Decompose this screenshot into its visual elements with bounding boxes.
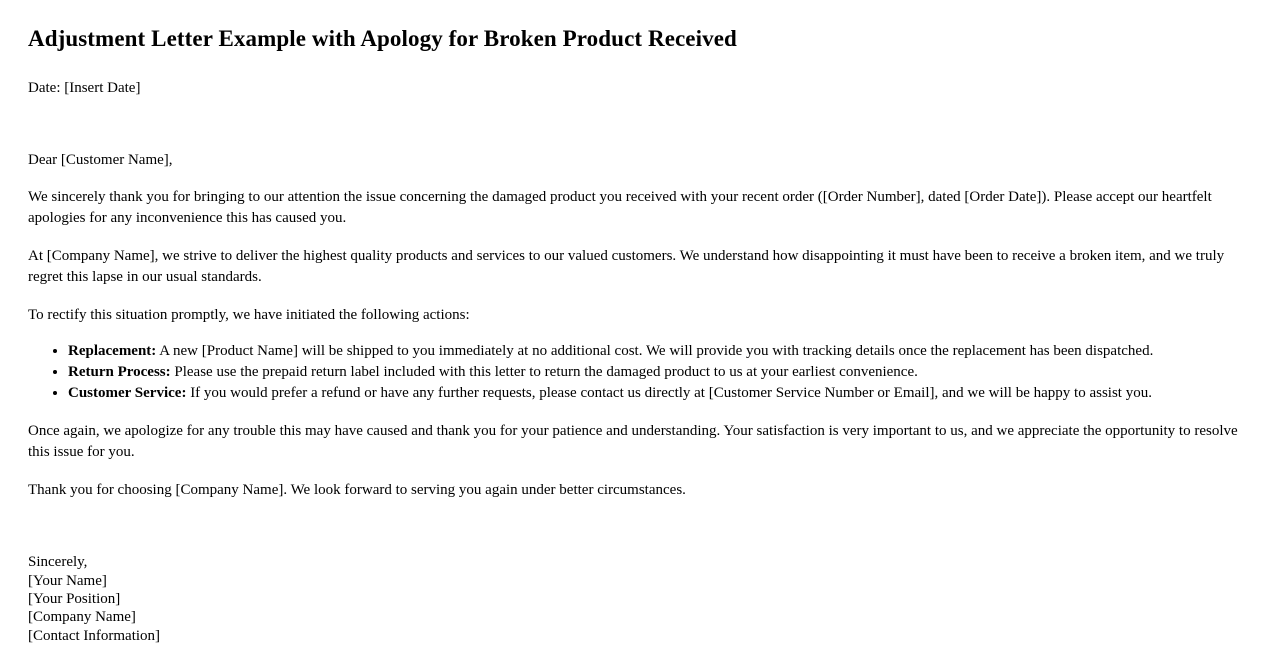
body-paragraph-4: Once again, we apologize for any trouble this may have caused and thank you for your patience and understanding. Your satisfaction is very important to us, and we appreciate the opportunity to resolve this issue for you. <box>28 423 1238 461</box>
closing-contact: [Contact Information] <box>28 627 161 644</box>
body-paragraph-3: To rectify this situation promptly, we have initiated the following actions: <box>28 307 470 324</box>
closing-name: [Your Name] <box>28 572 107 589</box>
list-item-label: Replacement: <box>68 343 157 360</box>
list-item-label: Return Process: <box>68 364 171 381</box>
body-paragraph-5: Thank you for choosing [Company Name]. We look forward to serving you again under better circumstances. <box>28 482 686 499</box>
list-item <box>68 341 1248 362</box>
list-item-text: If you would prefer a refund or have any further requests, please contact us directly at [Customer Service Number or Email], and we will be happy to assist you. <box>186 385 1152 402</box>
body-paragraph-2: At [Company Name], we strive to deliver the highest quality products and services to our valued customers. We understand how disappointing it must have been to receive a broken item, and we truly regret this lapse in our usual standards. <box>28 248 1225 286</box>
closing-signoff: Sincerely, <box>28 554 88 571</box>
list-item-text: Please use the prepaid return label included with this letter to return the damaged product to us at your earliest convenience. <box>170 364 918 381</box>
closing-position: [Your Position] <box>28 590 121 607</box>
closing-block <box>28 553 1248 644</box>
list-item <box>68 362 1248 383</box>
actions-list <box>28 341 1248 404</box>
salutation: Dear [Customer Name], <box>28 152 173 169</box>
page-title: Adjustment Letter Example with Apology for Broken Product Received <box>28 26 737 51</box>
closing-company: [Company Name] <box>28 609 136 626</box>
date-line: Date: [Insert Date] <box>28 79 141 96</box>
list-item-label: Customer Service: <box>68 385 187 402</box>
body-paragraph-1: We sincerely thank you for bringing to our attention the issue concerning the damaged product you received with your recent order ([Order Number], dated [Order Date]). Please accept our heartfelt apologies for any inconvenience this has caused you. <box>28 189 1212 227</box>
list-item <box>68 383 1248 404</box>
list-item-text: A new [Product Name] will be shipped to you immediately at no additional cost. We will provide you with tracking details once the replacement has been dispatched. <box>156 343 1154 360</box>
